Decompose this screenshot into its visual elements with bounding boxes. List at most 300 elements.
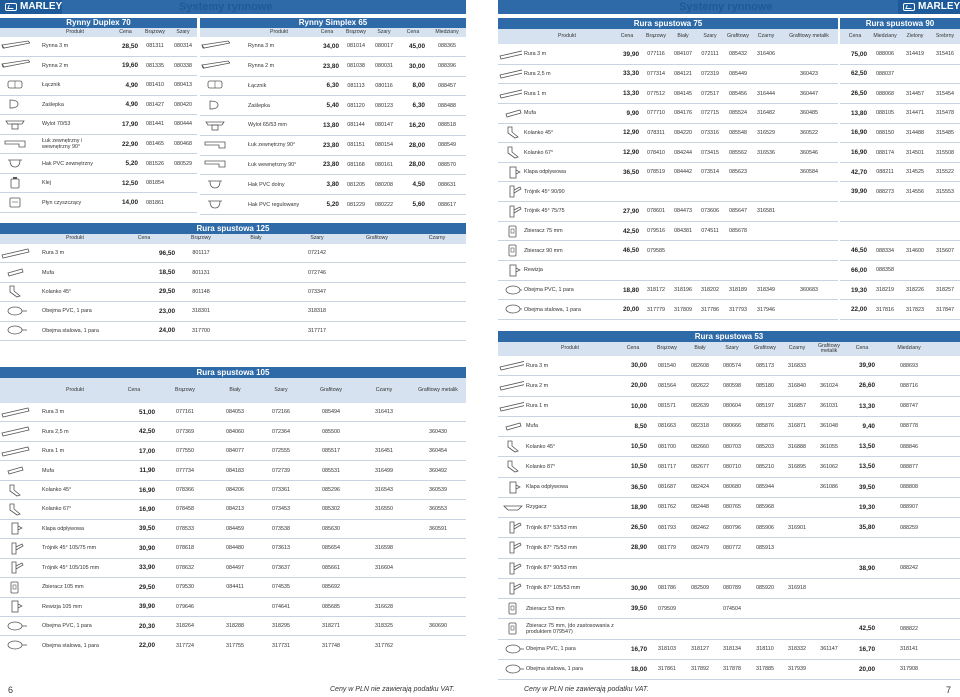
product-code: 318318 [308,308,326,315]
product-code: 081441 [146,121,164,128]
product-name: Klapa odpływowa [42,525,84,532]
product-code: 316604 [375,564,393,571]
column-header: Szary [703,32,717,39]
product-code: 072364 [272,428,290,435]
table-row [0,302,466,321]
product-code: 088846 [900,443,918,450]
table-rura-spustowa-105 [0,367,466,650]
branch-icon [498,521,524,534]
product-code: 088617 [438,201,456,208]
product-code: 080154 [375,142,393,149]
product-code: 317908 [900,666,918,673]
product-code: 316895 [788,463,806,470]
product-code: 080703 [723,443,741,450]
product-code: 361086 [820,484,838,491]
product-code: 073453 [272,506,290,513]
product-code: 361062 [820,463,838,470]
product-code: 080680 [723,484,741,491]
product-code: 088259 [900,524,918,531]
column-header: Szary [310,235,324,242]
product-code: 088273 [876,188,894,195]
price-cell: 6,30 [412,102,425,110]
column-header: Brązowy [646,32,666,39]
product-code: 088518 [438,122,456,129]
product-code: 081861 [146,199,164,206]
hanger-icon [200,198,246,211]
valve-icon [498,481,524,494]
product-name: Trójnik 87° 53/53 mm [526,524,578,531]
table-title: Rura spustowa 105 [0,367,466,378]
table-row [0,76,197,96]
column-header: Czarny [375,386,393,393]
table-row [0,481,466,500]
product-name: Rynna 3 m [248,43,275,50]
elbow-icon [498,440,524,453]
product-code: 085678 [729,228,747,235]
product-code: 360423 [800,70,818,77]
price-cell: 39,90 [859,362,875,370]
price-cell: 8,50 [634,422,647,430]
column-header: Miedziany [897,345,921,352]
product-code: 317717 [308,327,326,334]
column-header: Szary [274,386,288,393]
product-code: 088150 [876,129,894,136]
product-name: Wylot 65/53 mm [248,122,287,129]
hanger-icon [0,157,40,170]
product-code: 072517 [701,90,719,97]
product-code: 316482 [757,110,775,117]
product-code: 085647 [729,208,747,215]
column-header: Srebrny [935,32,955,39]
table-row [200,116,466,136]
column-header: Cena [320,28,334,35]
product-code: 078458 [176,506,194,513]
table-row [200,175,466,195]
product-code: 084244 [674,149,692,156]
product-code: 085500 [322,428,340,435]
column-header: Szary [176,28,190,35]
price-cell: 27,90 [623,207,639,215]
price-cell: 29,50 [139,583,155,591]
product-code: 077369 [176,428,194,435]
table-row [840,143,960,163]
product-code: 088105 [876,110,894,117]
table-row [840,300,960,320]
price-cell: 28,90 [631,544,647,552]
product-code: 085562 [729,149,747,156]
product-code: 084459 [226,525,244,532]
product-code: 081168 [347,161,365,168]
product-code: 318219 [876,287,894,293]
product-code: 318325 [375,623,393,630]
price-cell: 13,50 [859,463,875,471]
product-code: 082639 [691,403,709,410]
table-row [0,135,197,155]
table-row [0,500,466,519]
product-name: Trójnik 87° 105/53 mm [526,585,581,592]
product-code: 316550 [375,506,393,513]
table-title: Rynny Duplex 70 [0,18,197,28]
table-row [498,356,960,376]
product-code: 081229 [347,201,365,208]
price-cell: 19,30 [859,503,875,511]
product-code: 317786 [701,306,719,313]
product-code: 081526 [146,160,164,167]
column-header: Biały [250,235,262,242]
product-code: 314600 [906,247,924,254]
product-code: 360546 [800,149,818,156]
price-cell: 13,80 [323,121,339,129]
product-code: 088808 [900,484,918,491]
table-row [498,478,960,498]
product-code: 080772 [723,544,741,551]
product-code: 080208 [375,181,393,188]
price-cell: 19,60 [122,62,138,70]
column-header: Miedziany [873,32,897,39]
product-code: 315508 [936,149,954,156]
product-code: 078601 [647,208,665,215]
table-row [498,397,960,417]
table-row [0,115,197,135]
price-cell: 12,90 [623,129,639,137]
table-row [498,457,960,477]
product-code: 081335 [146,62,164,69]
product-code: 316598 [375,545,393,552]
price-cell: 13,80 [851,109,867,117]
elbow-icon [498,460,524,473]
table-row [0,422,466,441]
product-code: 316406 [757,51,775,58]
price-cell: 8,00 [412,82,425,90]
product-code: 317748 [322,642,340,649]
product-code: 316918 [788,585,806,592]
product-code: 088822 [900,625,918,632]
price-cell: 22,90 [122,140,138,148]
product-code: 088006 [876,51,894,58]
column-header: Grafitowy [727,32,749,39]
product-code: 315454 [936,90,954,97]
valve-icon [0,600,40,613]
table-row [498,65,838,85]
price-cell: 10,00 [631,402,647,410]
product-code: 085661 [322,564,340,571]
table-row [0,57,197,77]
product-code: 088037 [876,70,894,77]
clamp-icon [0,305,40,318]
column-header: Biały [694,345,706,352]
gutter-icon [0,59,40,72]
product-code: 317724 [176,642,194,649]
product-name: Hak PVC zewnętrzny [42,160,93,167]
product-code: 360492 [429,467,447,474]
product-code: 081113 [347,82,365,89]
product-code: 360591 [429,525,447,532]
column-header: Czarny [757,32,775,39]
product-name: Obejma PVC, 1 para [42,623,92,630]
table-row [840,202,960,222]
table-header-row [0,28,197,37]
product-code: 084145 [674,90,692,97]
product-code: 318134 [723,646,741,653]
product-name: Wylot 70/53 [42,121,71,128]
product-code: 074504 [723,605,741,612]
product-name: Płyn czyszczący [42,199,82,206]
table-row [200,96,466,116]
product-code: 077734 [176,467,194,474]
table-row [0,539,466,558]
column-header: Szary [725,345,739,352]
product-code: 077512 [647,90,665,97]
column-header: Grafitowy [320,386,342,393]
price-cell: 23,80 [323,62,339,70]
table-header-row [200,28,466,37]
product-code: 074535 [272,584,290,591]
end-cap-icon [200,99,246,112]
table-row [0,37,197,57]
product-code: 081717 [658,463,676,470]
product-name: Mufa [524,110,536,117]
product-name: Rura 3 m [42,409,65,416]
product-code: 081700 [658,443,676,450]
price-cell: 33,30 [623,70,639,78]
product-code: 080147 [375,122,393,129]
product-code: 316499 [375,467,393,474]
price-cell: 75,00 [851,50,867,58]
product-code: 082677 [691,463,709,470]
column-header: Cena [848,32,862,39]
price-cell: 18,50 [159,269,175,277]
product-code: 082622 [691,382,709,389]
product-code: 080796 [723,524,741,531]
product-name: Rynna 2 m [42,62,69,69]
price-cell: 36,50 [631,483,647,491]
product-name: Hak PVC dolny [248,181,285,188]
column-header: Biały [677,32,689,39]
product-code: 079585 [647,247,665,254]
collector-icon [498,602,524,615]
clamp-icon [0,620,40,633]
price-cell: 35,80 [859,524,875,532]
price-cell: 46,50 [851,247,867,255]
product-code: 088747 [900,403,918,410]
product-code: 081120 [347,102,365,109]
branch-icon [498,205,522,218]
product-name: Rura 2,5 m [42,428,69,435]
price-cell: 11,90 [139,467,155,475]
product-name: Mufa [42,467,54,474]
product-code: 088877 [900,463,918,470]
product-code: 088396 [438,63,456,70]
product-code: 314488 [906,129,924,136]
table-row [498,143,838,163]
product-code: 085296 [322,487,340,494]
product-code: 088358 [876,267,894,274]
price-cell: 16,90 [851,129,867,137]
product-code: 082424 [691,484,709,491]
product-name: Rura 1 m [526,403,549,410]
price-cell: 13,30 [623,90,639,98]
table-row [0,598,466,617]
product-code: 080017 [375,43,393,50]
product-code: 361147 [820,646,838,653]
product-code: 079530 [176,584,194,591]
product-name: Trójnik 45° 90/90 [524,188,565,195]
product-code: 360683 [800,287,818,293]
price-cell: 16,90 [139,486,155,494]
product-code: 079516 [647,228,665,235]
product-name: Rzygacz [526,504,547,511]
table-row [498,660,960,680]
product-code: 080529 [174,160,192,167]
product-code: 360690 [429,623,447,630]
price-cell: 23,80 [323,161,339,169]
product-code: 318295 [272,623,290,630]
product-code: 088068 [876,90,894,97]
column-header: Produkt [66,235,84,242]
table-row [498,437,960,457]
price-cell: 38,90 [859,564,875,572]
product-code: 074511 [701,228,719,235]
price-cell: 29,50 [159,288,175,296]
price-cell: 4,90 [125,81,138,89]
product-code: 360454 [429,448,447,455]
product-code: 072739 [272,467,290,474]
pipe-icon [498,359,524,372]
product-code: 081540 [658,362,676,369]
product-code: 314419 [906,51,924,58]
sleeve-icon [498,420,524,433]
product-code: 317939 [788,666,806,673]
product-name: Rura 3 m [526,362,549,369]
product-code: 084077 [226,448,244,455]
product-name: Kolanko 45° [524,129,554,136]
product-code: 801131 [192,269,210,276]
product-code: 085517 [322,448,340,455]
table-row [498,579,960,599]
product-code: 072166 [272,409,290,416]
price-cell: 9,90 [626,109,639,117]
product-code: 084053 [226,409,244,416]
branch-icon [498,185,522,198]
pipe-icon [498,87,522,100]
price-cell: 14,00 [122,199,138,207]
product-code: 318196 [674,287,692,293]
table-row [498,300,838,320]
product-code: 082462 [691,524,709,531]
product-code: 085210 [756,463,774,470]
product-code: 315553 [936,188,954,195]
price-cell: 16,20 [409,121,425,129]
price-cell: 28,00 [409,141,425,149]
product-code: 316529 [757,129,775,136]
product-code: 088570 [438,161,456,168]
price-cell: 30,90 [631,584,647,592]
table-row [498,182,838,202]
collector-icon [0,581,40,594]
pipe-icon [0,406,40,419]
product-code: 080604 [723,403,741,410]
product-code: 073316 [701,129,719,136]
table-row [840,84,960,104]
product-code: 360447 [800,90,818,97]
product-code: 072715 [701,110,719,117]
marley-logo-icon [5,3,17,11]
pipe-icon [498,67,522,80]
product-code: 318202 [701,287,719,293]
price-cell: 20,00 [631,382,647,390]
price-cell: 22,00 [139,642,155,650]
product-code: 081762 [658,504,676,511]
collector-icon [498,244,522,257]
price-cell: 23,80 [323,141,339,149]
column-header: Produkt [270,28,288,35]
product-code: 077710 [647,110,665,117]
elbow-icon [0,484,40,497]
product-code: 085876 [756,423,774,430]
product-name: Zbieracz 75 mm, (do zastosowania z produktem 079547) [526,622,614,635]
product-code: 078533 [176,525,194,532]
product-code: 073514 [701,169,719,176]
price-cell: 17,90 [122,120,138,128]
product-name: Rura 2,5 m [524,70,551,77]
product-name: Obejma stalowa, 1 para [42,327,99,334]
product-code: 316833 [788,362,806,369]
product-name: Obejma PVC, 1 para [524,287,574,293]
table-row [840,65,960,85]
product-code: 081663 [658,423,676,430]
table-row [200,57,466,77]
corner-icon [200,139,246,152]
price-cell: 42,70 [851,168,867,176]
column-header: Cena [855,345,869,352]
table-row [498,222,838,242]
table-row [0,578,466,597]
product-code: 318349 [757,287,775,293]
table-row [0,636,466,650]
product-code: 081571 [658,403,676,410]
table-header-row [0,234,466,244]
product-name: Rura 2 m [526,382,549,389]
price-cell: 5,40 [326,102,339,110]
product-name: Mufa [526,423,538,430]
column-header: Zielony [906,32,924,39]
table-row [840,222,960,242]
product-code: 084411 [226,584,244,591]
price-cell: 5,20 [326,201,339,208]
price-cell: 16,70 [631,645,647,653]
product-code: 318264 [176,623,194,630]
price-cell: 6,30 [326,82,339,90]
product-code: 317755 [226,642,244,649]
table-header-row [0,378,466,403]
table-row [498,518,960,538]
product-code: 084480 [226,545,244,552]
price-cell: 39,90 [139,603,155,611]
product-name: Klapa odpływowa [526,484,568,491]
price-cell: 30,00 [631,362,647,370]
product-code: 085968 [756,504,774,511]
price-cell: 62,50 [851,70,867,78]
gutter-icon [200,60,246,73]
product-name: Kolanko 87° [526,463,556,470]
product-code: 084473 [674,208,692,215]
price-cell: 12,50 [122,179,138,187]
price-cell: 42,50 [139,428,155,436]
product-code: 084220 [674,129,692,136]
column-header: Czarny [428,235,446,242]
product-code: 315485 [936,129,954,136]
product-code: 082479 [691,544,709,551]
